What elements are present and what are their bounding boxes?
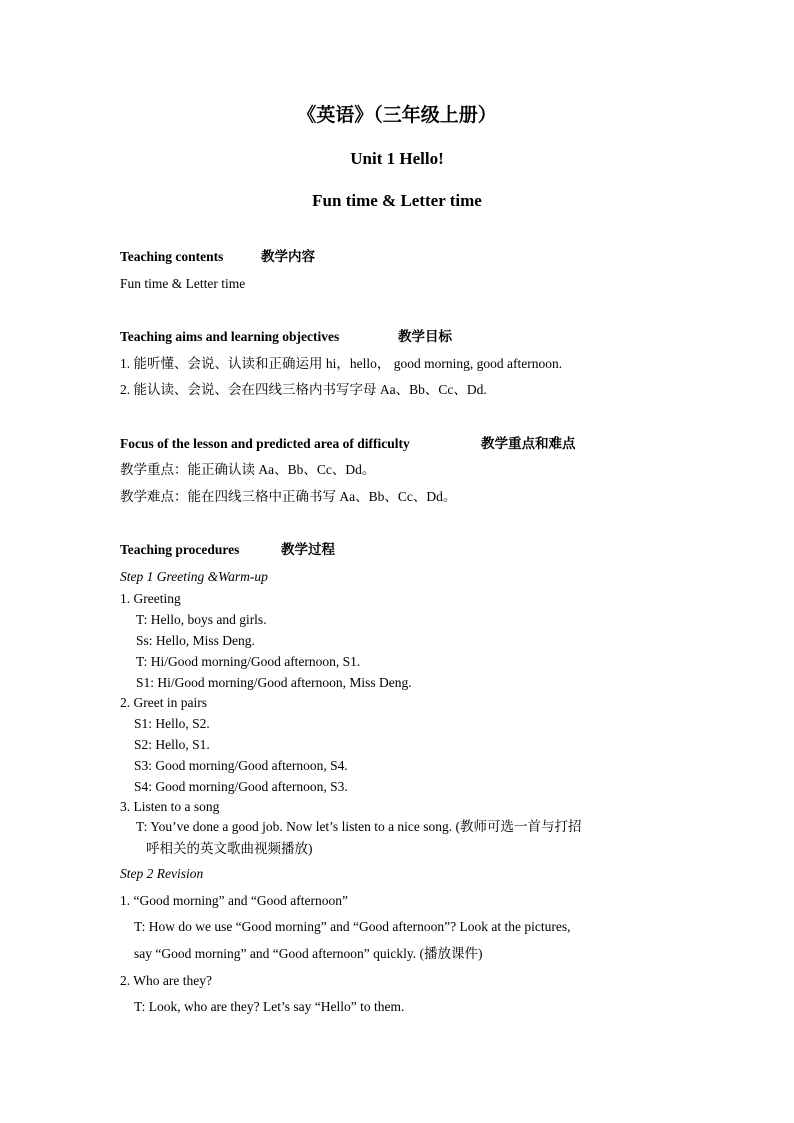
step-2-title: Step 2 Revision [120,866,204,881]
step-1-line: 3. Listen to a song [120,799,220,814]
step-1-line: S1: Hello, S2. [134,716,210,731]
step-2-line: say “Good morning” and “Good afternoon” quickly. (播放课件) [134,946,483,961]
contents-text: Fun time & Letter time [120,276,246,291]
unit-title: Unit 1 Hello! [350,149,444,168]
step-2-line: T: How do we use “Good morning” and “Good afternoon”? Look at the pictures, [134,919,571,934]
lesson-title: Fun time & Letter time [312,191,482,210]
step-1-line: T: You’ve done a good job. Now let’s listen to a nice song. (教师可选一首与打招 [136,819,582,834]
focus-heading-cn: 教学重点和难点 [481,436,576,451]
step-1-line: T: Hi/Good morning/Good afternoon, S1. [136,654,361,669]
contents-heading-cn: 教学内容 [261,249,315,264]
step-1-line: Ss: Hello, Miss Deng. [136,633,255,648]
focus-key-point: 教学重点：能正确认读 Aa、Bb、Cc、Dd。 [120,462,376,477]
step-1-line: 1. Greeting [120,591,181,606]
step-1-line: 2. Greet in pairs [120,695,207,710]
contents-heading-en: Teaching contents [120,249,224,264]
step-1-line: S2: Hello, S1. [134,737,210,752]
aims-item-1: 1. 能听懂、会说、认读和正确运用 hi，hello， good morning, good afternoon. [120,356,563,371]
focus-difficulty: 教学难点：能在四线三格中正确书写 Aa、Bb、Cc、Dd。 [120,489,457,504]
step-1-line: T: Hello, boys and girls. [136,612,267,627]
procedures-heading-en: Teaching procedures [120,542,240,557]
step-2-line: 2. Who are they? [120,973,212,988]
step-1-line: S4: Good morning/Good afternoon, S3. [134,779,348,794]
aims-item-2: 2. 能认读、会说、会在四线三格内书写字母 Aa、Bb、Cc、Dd. [120,382,487,397]
step-1-line: 呼相关的英文歌曲视频播放) [146,841,313,856]
step-1-title: Step 1 Greeting &Warm-up [120,569,268,584]
step-1-line: S3: Good morning/Good afternoon, S4. [134,758,348,773]
step-1-line: S1: Hi/Good morning/Good afternoon, Miss Deng. [136,675,412,690]
step-2-line: T: Look, who are they? Let’s say “Hello” to them. [134,999,405,1014]
document-title: 《英语》（三年级上册） [297,105,497,126]
step-2-line: 1. “Good morning” and “Good afternoon” [120,893,348,908]
procedures-heading-cn: 教学过程 [281,542,335,557]
aims-heading-cn: 教学目标 [398,329,452,344]
aims-heading-en: Teaching aims and learning objectives [120,329,340,344]
focus-heading-en: Focus of the lesson and predicted area of difficulty [120,436,410,451]
